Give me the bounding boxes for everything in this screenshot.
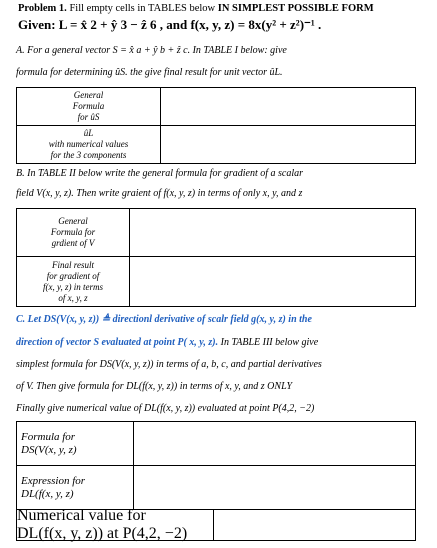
table-1-row-unit-vector	[17, 126, 416, 164]
table-1-label-general-formula	[17, 88, 161, 126]
table-3-label-expression	[17, 466, 134, 510]
given-statement: Given: L = x̂ 2 + ŷ 3 − ẑ 6 , and f(x, y, z) = 8x(y² + z²)⁻¹ .	[18, 17, 322, 32]
label-line: DS(V(x, y, z)	[21, 443, 77, 456]
label-line: Numerical value for	[17, 507, 146, 524]
table-3-answer-numerical-value[interactable]	[214, 510, 415, 540]
table-2-label-final-result	[17, 257, 130, 307]
table-2	[16, 208, 416, 307]
label-line: Expression for	[21, 474, 86, 487]
section-c-line-2-highlight: direction of vector S evaluated at point P( x, y, z).	[16, 337, 219, 348]
label-line: Formula for	[21, 430, 76, 443]
section-b-line-2: field V(x, y, z). Then write graient of f(x, y, z) in terms of only x, y, and z	[16, 188, 303, 199]
table-2-answer-final-result[interactable]	[130, 257, 416, 307]
label-line: for ûS	[77, 112, 100, 122]
table-3-numerical-split	[17, 507, 415, 542]
table-3-numerical-cell	[17, 507, 416, 542]
table-1-answer-general-formula[interactable]	[161, 88, 416, 126]
table-3-row-expression	[17, 466, 416, 510]
problem-instruction: Fill empty cells in TABLES below	[66, 3, 218, 14]
table-3-row-formula	[17, 422, 416, 466]
section-c-line-1: C. Let DS(V(x, y, z)) ≜ directionl derivative of scalr field g(x, y, z) in the	[16, 314, 312, 325]
label-line: Formula	[72, 101, 105, 111]
table-1-row-general-formula	[17, 88, 416, 126]
section-a-line-1: A. For a general vector S = x̂ a + ŷ b + ẑ c. In TABLE I below: give	[16, 45, 287, 56]
table-2-answer-general-formula[interactable]	[130, 209, 416, 257]
section-a-line-2: formula for determining ûS. the give final result for unit vector ûL.	[16, 67, 283, 78]
label-line: Final result	[52, 259, 94, 270]
table-1-label-unit-vector	[17, 126, 161, 164]
label-line: of x, y, z	[58, 292, 88, 303]
label-line: DL(f(x, y, z)) at P(4,2, −2)	[17, 525, 188, 542]
section-c-line-2-rest: In TABLE III below give	[218, 337, 319, 348]
table-3-label-formula	[17, 422, 134, 466]
problem-emphasis: IN SIMPLEST POSSIBLE FORM	[217, 3, 374, 14]
section-c-line-3: simplest formula for DS(V(x, y, z)) in terms of a, b, c, and partial derivatives	[16, 359, 322, 370]
label-line: f(x, y, z) in terms	[43, 281, 103, 292]
section-c-line-5: Finally give numerical value of DL(f(x, y, z)) evaluated at point P(4,2, −2)	[16, 403, 315, 414]
table-1	[16, 87, 416, 164]
problem-number: Problem 1.	[18, 3, 67, 14]
label-line: with numerical values	[48, 139, 129, 149]
table-3-row-numerical-value	[17, 510, 416, 541]
table-2-row-general-formula	[17, 209, 416, 257]
label-line: grdient of V	[51, 238, 95, 248]
label-line: General	[73, 90, 104, 100]
label-line: for gradient of	[46, 270, 100, 281]
label-line: for the 3 components	[50, 150, 127, 160]
label-line: General	[58, 216, 88, 226]
table-3-answer-formula[interactable]	[134, 422, 416, 466]
table-2-row-final-result	[17, 257, 416, 307]
table-3-answer-expression[interactable]	[134, 466, 416, 510]
table-1-answer-unit-vector[interactable]	[161, 126, 416, 164]
section-c-line-2	[16, 336, 318, 349]
problem-heading	[18, 2, 374, 15]
section-b-line-1: B. In TABLE II below write the general formula for gradient of a scalar	[16, 168, 304, 179]
table-2-label-general-formula	[17, 209, 130, 257]
section-c-line-4: of V. Then give formula for DL(f(x, y, z)) in terms of x, y, and z ONLY	[16, 381, 293, 392]
table-3	[16, 421, 416, 541]
label-line: Formula for	[50, 227, 96, 237]
label-line: ûL	[83, 128, 94, 138]
label-line: DL(f(x, y, z)	[21, 487, 74, 500]
table-3-label-numerical-value	[17, 507, 214, 542]
